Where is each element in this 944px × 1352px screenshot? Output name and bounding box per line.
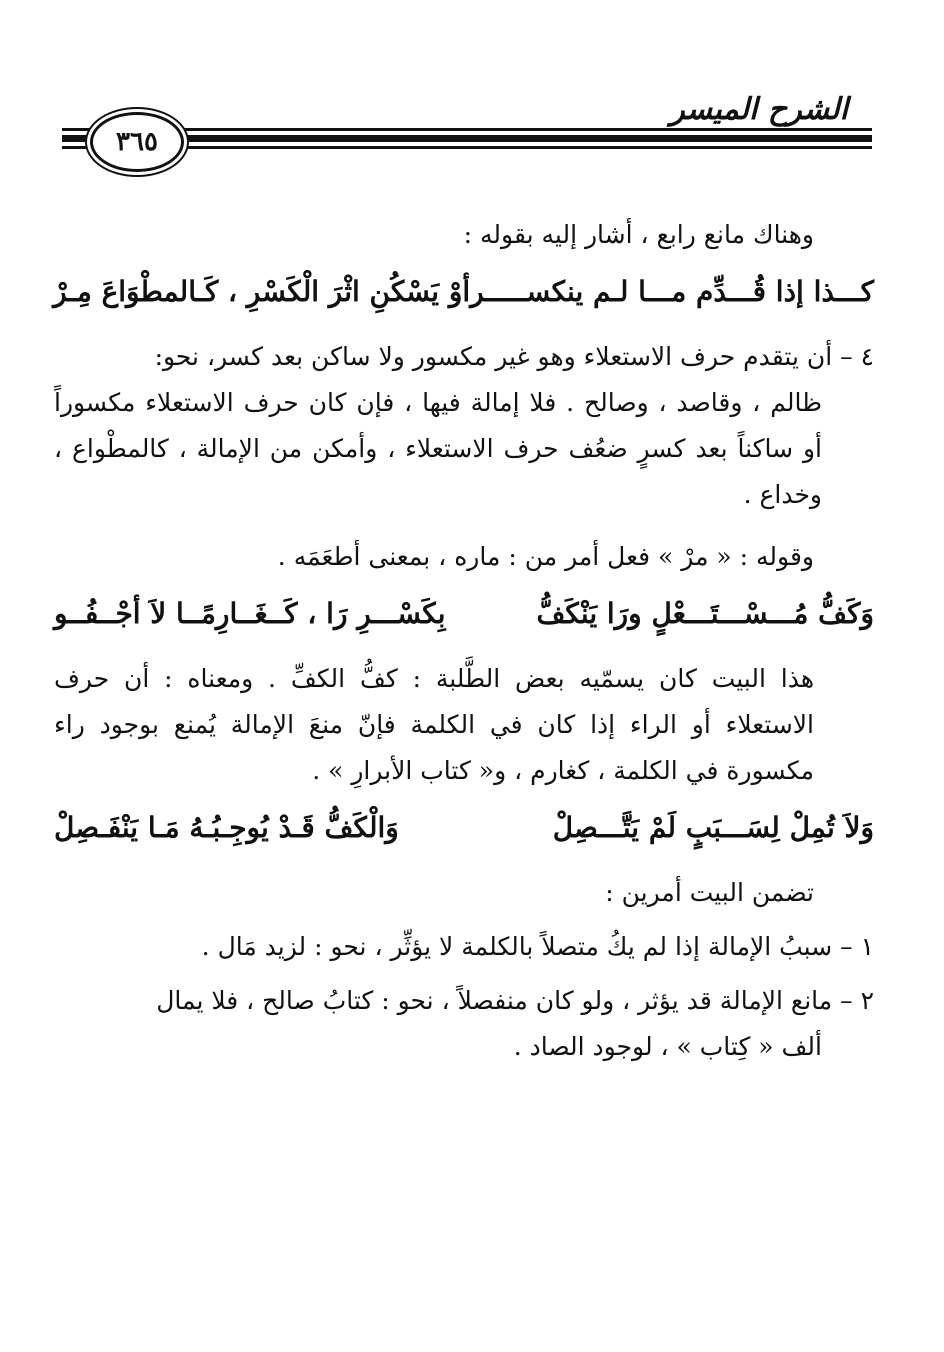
- matter-one: ١ – سببُ الإمالة إذا لم يكُ متصلاً بالكلمة لا يؤثِّر ، نحو : لزيد مَال .: [201, 932, 874, 961]
- header-rule: [62, 128, 872, 131]
- page-number: ٣٦٥: [116, 127, 158, 157]
- header-rule: [62, 146, 872, 149]
- verse-line: [54, 266, 874, 318]
- verse-first-hemistich: كـــذا إذا قُـــدِّم مـــا لـم ينكســـــر: [470, 275, 874, 308]
- verse-line: [54, 802, 874, 854]
- matters-intro: تضمن البيت أمرين :: [605, 878, 814, 907]
- verse-first-hemistich: وَلاَ تُمِلْ لِسَـــبَبٍ لَمْ يَتَّـــصِلْ: [552, 811, 874, 844]
- verse-second-hemistich: وَالْكَفُّ قَـدْ يُوجِـبُـهُ مَـا يَنْفَـصِلْ: [54, 811, 399, 844]
- intro-paragraph: وهناك مانع رابع ، أشار إليه بقوله :: [463, 220, 814, 249]
- explanation-paragraph: هذا البيت كان يسمّيه بعض الطَّلبة : كفُّ الكفِّ . ومعناه : أن حرف الاستعلاء أو الراء إذا كان في الكلمة فإنّ منعَ الإمالة يُمنع بوجود راء مكسورة في الكلمة ، كغارم ، و« كتاب الأبرارِ » .: [54, 664, 815, 785]
- verse-line: [54, 588, 874, 640]
- verse-second-hemistich: أوْ يَسْكُنِ اثْرَ الْكَسْرِ ، كَـالمطْوَاعَ مِـرْ: [53, 275, 471, 308]
- verse-first-hemistich: وَكَفُّ مُـــسْـــتَـــعْلٍ ورَا يَنْكَفُّ: [536, 597, 874, 630]
- matter-two-continuation: ألف « كِتاب » ، لوجود الصاد .: [513, 1032, 822, 1061]
- matter-two: ٢ – مانع الإمالة قد يؤثر ، ولو كان منفصلاً ، نحو : كتابُ صالح ، فلا يمال: [156, 986, 874, 1015]
- verse-second-hemistich: بِكَسْـــرِ رَا ، كَــغَــارِمًــا لاَ أجْــفُــو: [54, 597, 446, 630]
- point-four-heading: ٤ – أن يتقدم حرف الاستعلاء وهو غير مكسور ولا ساكن بعد كسر، نحو:: [154, 342, 874, 371]
- page-body: [54, 212, 874, 1070]
- book-title: الشرح الميسر: [670, 92, 848, 127]
- page-header: [0, 0, 944, 200]
- note-paragraph: وقوله : « مرْ » فعل أمر من : ماره ، بمعنى أطعَمَه .: [277, 542, 814, 571]
- point-four-body: ظالم ، وقاصد ، وصالح . فلا إمالة فيها ، فإن كان حرف الاستعلاء مكسوراً أو ساكناً بعد كسرٍ ضعُف حرف الاستعلاء ، وأمكن من الإمالة ، كالمطْواع ، وخداع .: [54, 388, 822, 509]
- page-number-oval: [90, 112, 184, 172]
